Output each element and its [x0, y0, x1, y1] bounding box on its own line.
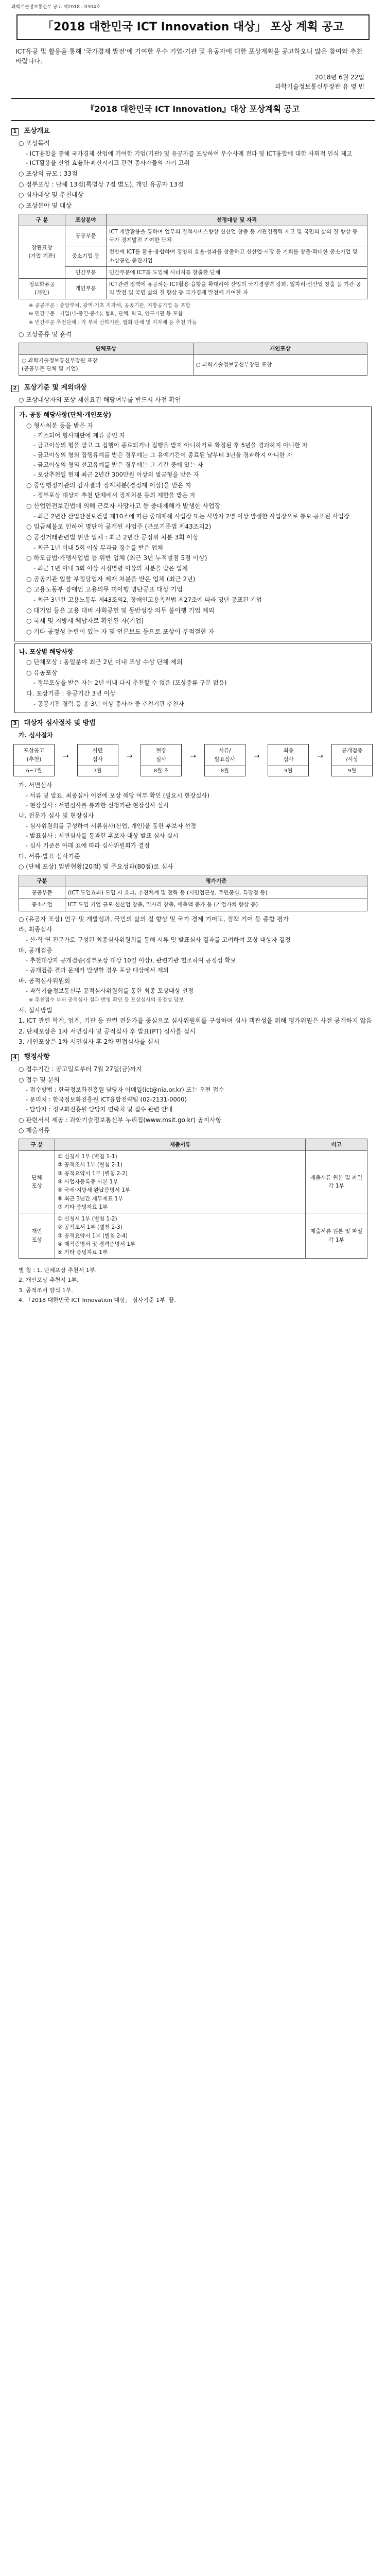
table-cell: 단체 포상 — [19, 1151, 55, 1213]
doc-title: ○ 제출서류 — [19, 1127, 50, 1134]
table-cell: 민간부문에 ICT를 도입해 시너지를 창출한 단체 — [107, 266, 367, 278]
criteria-box-title: 나. 포상별 해당사항 — [19, 648, 74, 655]
section-2-heading — [11, 383, 375, 393]
flow-step-date: 8월 초 — [141, 766, 182, 777]
table-cell: ○ 과학기술정보통신부장관 표창 — [193, 354, 367, 375]
list-item: - 최근 2년간 산업안전보건법 제10조에 따른 중대재해 사업장 또는 사망자 2명 이상 발생한 사업장으로 통보·공표된 사업장 — [33, 512, 350, 520]
list-item: 2. 개인포상 추천서 1부. — [19, 1277, 79, 1284]
criteria-box — [14, 406, 372, 641]
table-note: ※ 민간부문 : 기업(대·중견·중소), 협회, 단체, 학교, 연구기관 등 포함 — [29, 311, 183, 317]
list-item: - 금고이상의 형의 집행유예를 받은 경우에는 그 유예기간이 종료된 날부터 3년을 경과하지 아니한 자 — [33, 451, 293, 459]
intro-text: ICT유공 및 활용을 통해 '국가경제 발전'에 기여한 우수 기업·기관 및 유공자에 대한 포상계획을 공고하오니 많은 참여와 추천 바랍니다. — [15, 47, 363, 65]
section-1-heading — [11, 126, 375, 137]
flow-step-label: 서류/ 발표심사 — [204, 744, 245, 766]
list-item: ○ 기타 공정성 논란이 있는 자 및 언론보도 등으로 포상이 부적절한 자 — [26, 628, 215, 635]
table-row — [19, 246, 367, 267]
section-intro: ○ 포상대상자의 포상 제한요건 해당여부를 반드시 사전 확인 — [19, 396, 181, 403]
list-item: ○ 하도급법·가맹사업법 등 위반 업체 (최근 3년 누적벌점 5점 이상) — [26, 554, 207, 562]
flow-step-label: 최종 심사 — [268, 744, 309, 766]
table-cell: (ICT 도입효과) 도입 시 효과, 추진체계 및 전략 등 (시민접근성, 주민중심, 특장점 등) — [65, 887, 367, 899]
extra-table-wrap — [11, 341, 375, 378]
criteria-box-title: 가. 공통 해당사항(단체·개인포상) — [19, 411, 112, 419]
section-4-items — [11, 1064, 375, 1125]
criteria-list — [19, 657, 367, 708]
purpose-label: ○ 포상목적 — [19, 139, 50, 147]
section-number: 1 — [11, 128, 19, 135]
process-flow — [13, 744, 373, 776]
flow-step — [13, 744, 55, 776]
notice-title: 「2018 대한민국 ICT Innovation 대상」 포상 계획 공고 — [16, 14, 370, 40]
list-item: 4. 「2018 대한민국 ICT Innovation 대상」 심사기준 1부. 끝. — [19, 1296, 176, 1303]
list-item: - 최근 3년간 고용노동부 제43조의2, 장애인고용촉진법 제27조에 따라 명단 공표된 기업 — [33, 596, 262, 603]
table-note: ※ 공공부문 : 중앙부처, 광역·기초 지자체, 공공기관, 지방공기업 등 포함 — [29, 302, 190, 309]
flow-step — [77, 744, 118, 776]
list-item: 3. 개인포상은 1차 서면심사 후 2차 면접심사를 실시 — [19, 1038, 160, 1046]
list-item: ○ 대기업 등은 고용 대비 사회공헌 및 동반성장 의무 불이행 기업 제외 — [26, 606, 215, 614]
flow-step-label: 공개검증 /시상 — [331, 744, 373, 766]
list-item: ○ 접수기간 : 공고일로부터 7월 27일(금)까지 — [19, 1065, 142, 1073]
list-item: - 과학기술정보통신부 공적심사위원회를 통한 최종 포상대상 선정 — [26, 987, 194, 995]
list-item: - 기소되어 형사재판에 계류 중인 자 — [33, 432, 125, 439]
table-cell: ICT관련 정책에 유공하는 ICT활용·융합을 확대하여 산업의 국가경쟁력 강화, 일자리·신산업 창출 등 기관·공익 발전 및 국민 삶의 질 향상 등 국가경제 발전에 기여한 자 — [107, 279, 367, 299]
list-item: 3. 공적조서 양식 1부. — [19, 1286, 73, 1294]
table-row — [19, 1213, 367, 1259]
section-3-after — [11, 914, 375, 975]
table-title: ○ 포상분야 및 대상 — [19, 201, 72, 209]
section-title: 행정사항 — [24, 1053, 50, 1061]
flow-step — [268, 744, 309, 776]
list-item: ○ 형사처분 등을 받은 자 — [26, 421, 94, 429]
list-item: - 문의처 : 한국정보화진흥원 ICT융합전략팀 (02-2131-0000) — [26, 1096, 187, 1104]
list-item: ※ 추천접수 부터 공적심사 결과 반영 확인 등 포상심사의 공정성 담보 — [29, 997, 184, 1004]
extra-table — [19, 343, 367, 376]
flow-step — [204, 744, 245, 776]
divider — [11, 98, 375, 99]
attachments — [11, 1266, 375, 1304]
list-item: ○ 접수 및 문의 — [19, 1076, 60, 1083]
table-cell: 중소기업 — [19, 899, 65, 911]
list-item: - 최근 1년 이내 5회 이상 부과금 징수를 받은 업체 — [33, 544, 163, 551]
list-item: ○ 고용노동부 장애인 고용의무 미이행 명단공표 대상 기업 — [26, 586, 183, 594]
list-item: - 정부포상을 받은 자는 2년 이내 다시 추천할 수 없음 (포상종류 구분 없음) — [33, 679, 227, 687]
purpose-item: - ICT활용을 산업 효율화·확산시키고 관련 종사자들의 자기 고취 — [26, 159, 190, 167]
count-label: ○ 포상의 규모 : 33점 — [19, 170, 78, 178]
table-cell: 제출서류 원본 및 파일 각 1부 — [306, 1151, 367, 1213]
doc-table-wrap — [11, 1137, 375, 1261]
table-row — [19, 354, 367, 375]
table-header: 구 분 — [19, 1139, 55, 1150]
doc-table — [19, 1139, 367, 1259]
table-cell: ○ 과학기술정보통신부장관 표창 (공공부문 단체 및 기업) — [19, 354, 194, 375]
arrow-right-icon: → — [62, 752, 69, 761]
list-item: 사. 실사방법 — [19, 1006, 52, 1014]
list-item: ○ 중앙행정기관의 감사결과 징계처분(경징계 이상)을 받은 자 — [26, 481, 191, 489]
table-header: 구분 — [19, 875, 65, 887]
list-item: ○ (단체 포상) 일반현황(20점) 및 주요성과(80점)로 심사 — [19, 863, 173, 871]
table-cell: 제출서류 원본 및 파일 각 1부 — [306, 1213, 367, 1259]
extra-title: ○ 포상종류 및 훈격 — [19, 331, 72, 338]
flow-step-date: 9월 — [331, 766, 373, 777]
list-item: - 심사 기준은 아래 표에 따라 심사위원회가 결정 — [26, 841, 150, 849]
table-cell: ① 신청서 1부 (별첨 1-2) ② 공적조서 1부 (별첨 2-3) ③ 공적요약서 1부 (별첨 2-4) ④ 재직증명서 및 경력증명서 1부 ⑤ 기타 증빙자료 1부 — [55, 1213, 306, 1259]
criteria-list — [19, 421, 367, 637]
flow-step-date: 7월 — [77, 766, 118, 777]
list-item: 별 첨 : 1. 단체포상 추천서 1부. — [19, 1267, 97, 1274]
table-row — [19, 887, 367, 899]
section-title: 포상개요 — [24, 127, 50, 135]
flow-step — [331, 744, 373, 776]
flow-step-label: 현장 실사 — [141, 744, 182, 766]
list-item: ○ 공공기관 입찰 부정당업자 제재 처분을 받은 업체 (최근 2년) — [26, 575, 196, 583]
list-item: ○ 국세 및 지방세 체납자로 확인된 자(기업) — [26, 617, 144, 625]
arrow-right-icon: → — [317, 752, 324, 761]
table-header: 비고 — [306, 1139, 367, 1150]
list-item: 라. 최종심사 — [19, 926, 52, 934]
flow-step-label: 서면 심사 — [77, 744, 118, 766]
table-cell: 장관표창 (기업·기관) — [19, 226, 65, 278]
table-cell: 중소기업 등 — [65, 246, 107, 267]
table-cell: 개인부문 — [65, 279, 107, 299]
section-3-notes — [11, 976, 375, 1047]
table-cell: ICT 도입 기업 규모·신산업 창출, 일자리 창출, 매출액 증가 등 (기업가치 향상 등) — [65, 899, 367, 911]
list-item: ○ 임금체불로 인하여 명단이 공개된 사업주 (근로기준법 제43조의2) — [26, 523, 212, 531]
list-item: 다. 서류·발표 심사기준 — [19, 852, 80, 860]
list-item: - 현장실사 : 서면심사를 통과한 신청기관 현장실사 실시 — [26, 801, 169, 809]
table-cell: 정보화유공 (개인) — [19, 279, 65, 299]
table-header: 선정대상 및 자격 — [107, 214, 367, 226]
table-row — [19, 1151, 367, 1213]
table-header: 단체포상 — [19, 343, 194, 354]
table-row — [19, 266, 367, 278]
score-table-wrap — [11, 873, 375, 913]
table-cell: 전반에 ICT를 활용·융합하여 경영의 효율·성과를 창출하고 신산업·시장 등 기회를 창출·확대한 중소기업 및 소상공인·중견기업 — [107, 246, 367, 267]
list-item: ○ 단체포상 : 동일분야 최근 2년 이내 포상 수상 단체 제외 — [26, 658, 183, 666]
list-item: 마. 공개검증 — [19, 946, 52, 954]
table-header: 구 분 — [19, 214, 65, 226]
section-title: 포상기준 및 제외대상 — [24, 383, 87, 392]
arrow-right-icon: → — [126, 752, 133, 761]
table-cell: 공공부문 — [65, 226, 107, 246]
table-row — [19, 279, 367, 299]
table-header: 포상분야 — [65, 214, 107, 226]
list-item: ○ 유공포상 — [26, 669, 58, 676]
table-cell: 개인 포상 — [19, 1213, 55, 1259]
section-3-items — [11, 781, 375, 871]
list-item: 1. ICT 관련 학계, 업계, 기관 등 관련 전문가를 중심으로 심사위원회를 구성하며 심사 객관성을 위해 평가위원은 사전 공개하지 않음 — [19, 1017, 372, 1025]
table-header: 제출서류 — [55, 1139, 306, 1150]
list-item: - 최근 1년 이내 3회 이상 시정명령 이상의 처분을 받은 업체 — [33, 564, 188, 572]
table-header: 평가기준 — [65, 875, 367, 887]
method-label: ○ 심사대상 및 추천대상 — [19, 191, 84, 199]
notice-date: 2018년 6월 22일 — [315, 73, 364, 81]
section-4-heading — [11, 1052, 375, 1062]
list-item: - 정부포상 대상자 추천 단체에서 징계처분 등의 제한을 받은 자 — [33, 492, 196, 499]
list-item: 바. 공적심사위원회 — [19, 977, 71, 985]
notice-number: 과학기술정보통신부 공고 제2018 - 0304호 — [11, 5, 101, 10]
list-item: ○ 관련서식 제공 : 과학기술정보통신부 누리집(www.msit.go.kr) 공지사항 — [19, 1116, 222, 1124]
flow-step-date: 9월 — [268, 766, 309, 777]
list-item: - 심사위원회를 구성하여 서류심사(산업, 개인)을 통한 후보자 선정 — [26, 822, 197, 830]
purpose-item: - ICT융합을 통해 국가경제 산업에 기여한 기업(기관) 및 유공자를 포상하여 우수사례 전파 및 ICT융합에 대한 사회적 인식 제고 — [26, 149, 353, 157]
table-row — [19, 899, 367, 911]
section-number: 2 — [11, 385, 19, 392]
flow-step-label: 포상공고 (추천) — [13, 744, 55, 766]
section-3-heading — [11, 718, 375, 728]
table-header: 개인포상 — [193, 343, 367, 354]
list-item: ○ 공정거래관련법 위반 업체 : 최근 2년간 공정위 처분 3회 이상 — [26, 533, 199, 541]
section-number: 4 — [11, 1054, 19, 1061]
scale-label: ○ 정부포상 : 단체 13점(특별상 7점 별도), 개인 유공자 13점 — [19, 180, 184, 188]
list-item: - 접수방법 : 한국정보화진흥원 담당자 이메일(ict@nia.or.kr) 또는 우편 접수 — [26, 1086, 224, 1094]
list-item: - 추천대상자 공개검증(정부포상 대상 10일 이상), 관련기관 협조하여 공정성 확보 — [26, 957, 236, 964]
list-item: - 공공기관 경력 등 총 3년 이상 종사자 중 추천기관 추천자 — [33, 700, 184, 707]
list-item: - 담당자 : 정보화진흥원 담당자 연락처 및 접수 관련 안내 — [26, 1105, 173, 1113]
list-item: ○ (유공자 포상) 연구 및 개발성과, 국민의 삶의 질 향상 및 국가 경제 기여도, 정책 기여 등 종합 평가 — [19, 915, 289, 923]
flow-title: 가. 심사절차 — [19, 731, 53, 739]
award-table — [19, 214, 367, 299]
table-cell: 공공부문 — [19, 887, 65, 899]
list-item: - 서류 및 발표, 최종심사 이전에 포상 해당 여부 확인 (필요시 현장실사) — [26, 791, 209, 799]
list-item: - 발표심사 : 서면심사를 통과한 후보자 대상 발표 심사 실시 — [26, 832, 179, 839]
flow-step-date: 6~7월 — [13, 766, 55, 777]
list-item: - 금고이상의 형을 받고 그 집행이 종료되거나 집행을 받지 아니하기로 확정된 후 5년을 경과하지 아니한 자 — [33, 442, 308, 449]
list-item: 2. 단체포상은 1차 서면심사 및 공적실사 후 발표(PT) 심사를 실시 — [19, 1027, 196, 1035]
arrow-right-icon: → — [190, 752, 196, 761]
list-item: 다. 포상기준 : 유공기간 3년 이상 — [26, 690, 116, 698]
table-note: ※ 민간부문 추천단체 : 각 부처 산하기관, 협회·단체 및 지자체 등 추천 가능 — [29, 319, 197, 326]
list-item: - 포상추천일 현재 최근 2년간 300만원 이상의 벌금형을 받은 자 — [33, 470, 199, 478]
list-item: - 산·학·연 전문가로 구성된 최종심사위원회를 통해 서류 및 발표심사 결과를 고려하여 포상 대상자 결정 — [26, 936, 291, 943]
plan-subtitle: 『2018 대한민국 ICT Innovation』대상 포상계획 공고 — [86, 104, 300, 114]
section-number: 3 — [11, 720, 19, 727]
flow-step — [141, 744, 182, 776]
table-cell: 민간부문 — [65, 266, 107, 278]
list-item: 나. 전문가 심사 및 현장심사 — [19, 812, 94, 820]
table-cell: ICT 개발활용을 통하여 업무의 질적서비스향상 신산업 창출 등 기관경쟁력 제고 및 국민의 삶의 질 향상 등 국가 경제발전 기여한 단체 — [107, 226, 367, 246]
notice-org: 과학기술정보통신부장관 유 영 민 — [275, 83, 364, 91]
divider — [11, 120, 375, 121]
criteria-box-2 — [14, 643, 372, 713]
list-item: 가. 서면심사 — [19, 782, 52, 789]
table-row — [19, 226, 367, 246]
list-item: - 공개검증 결과 문제가 발생할 경우 포상 대상에서 제외 — [26, 966, 169, 974]
arrow-right-icon: → — [253, 752, 260, 761]
list-item: ○ 산업안전보건법에 의해 근로자 사망사고 등 중대재해가 발생한 사업장 — [26, 502, 221, 510]
section-title: 대상자 심사절차 및 방법 — [24, 719, 96, 727]
flow-step-date: 8월 — [204, 766, 245, 777]
score-table — [19, 875, 367, 911]
award-table-wrap — [11, 212, 375, 301]
list-item: - 금고이상의 형의 선고유예를 받은 경우에는 그 기간 중에 있는 자 — [33, 461, 203, 468]
table-cell: ① 신청서 1부 (별첨 1-1) ② 공적조서 1부 (별첨 2-1) ③ 공적요약서 1부 (별첨 2-2) ④ 사업자등록증 사본 1부 ⑤ 국세·지방세 완납증명서 1부 ⑥ 최근 3년간 재무제표 1부 ⑦ 기타 증빙자료 1부 — [55, 1151, 306, 1213]
